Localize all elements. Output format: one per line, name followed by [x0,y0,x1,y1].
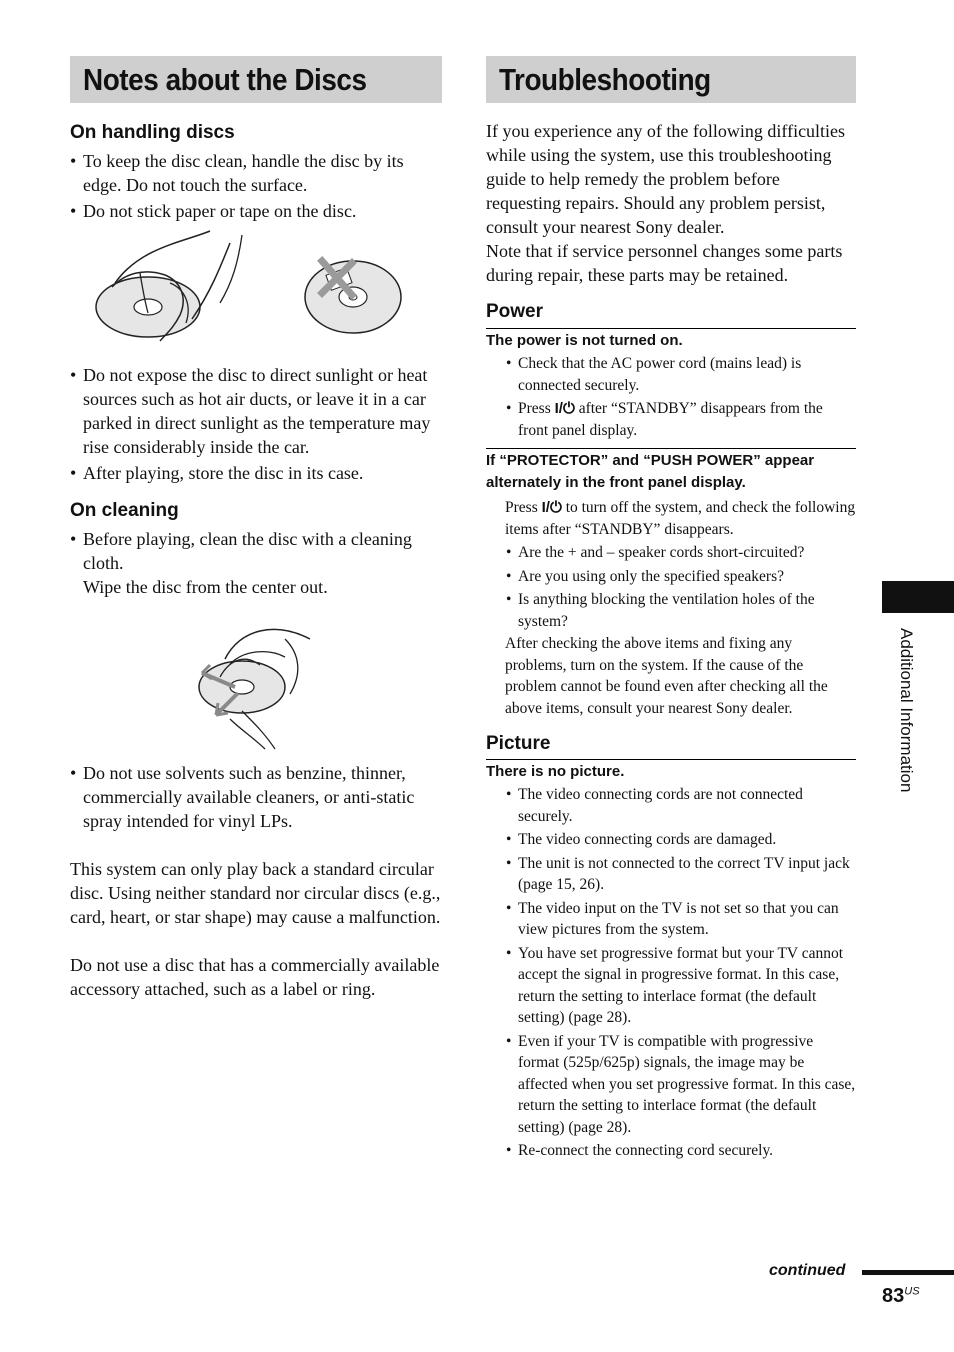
cleaning-heading: On cleaning [70,500,179,521]
cleaning-bullet [70,527,442,599]
power-icon: I/⏻ [541,499,562,516]
disc-cleaning-image [70,599,442,761]
page-number-value: 83 [882,1285,905,1307]
solution-text-post: to turn off the system, and check the following items after “STANDBY” disappears. [505,499,856,538]
paragraph: This system can only play back a standard circular disc. Using neither standard nor circular discs (e.g., card, heart, or star shape) may cause a malfunction. [70,859,441,927]
cleaning-bullet-text: Before playing, clean the disc with a cleaning cloth. [83,529,412,573]
intro-paragraph: Note that if service personnel changes some parts during repair, these parts may be retained. [486,241,843,285]
solution-bullet: • Is anything blocking the ventilation holes of the system? [486,589,856,632]
handling-heading: On handling discs [70,122,235,143]
paragraph: Do not use a disc that has a commercially available accessory attached, such as a label or ring. [70,955,440,999]
issue-title: The power is not turned on. [486,332,683,349]
handling-bullet: • After playing, store the disc in its case. [70,461,442,485]
disc-handling-illustration [70,223,442,363]
disc-cleaning-illustration [70,599,442,761]
issue-title: There is no picture. [486,763,625,780]
continued-label: continued [769,1262,846,1279]
handling-bullet: • Do not expose the disc to direct sunlight or heat sources such as hot air ducts, or leave it in a car parked in direct sunlight as the temperature may rise considerably inside the car. [70,363,442,459]
cleaning-bullet-subtext: Wipe the disc from the center out. [83,577,328,597]
page-number-suffix: US [904,1285,920,1298]
section-title: Troubleshooting [499,61,711,97]
solution-bullet: • Check that the AC power cord (mains lead) is connected securely. [486,353,856,396]
chapter-tab [882,581,954,613]
left-column [70,56,442,1001]
solution-bullet: • Are the + and – speaker cords short-circuited? [486,542,856,564]
solution-bullet: • The video connecting cords are not connected securely. [486,784,856,827]
solution-bullet: • You have set progressive format but your TV cannot accept the signal in progressive format. In this case, return the setting to interlace format (the default setting) (page 28). [486,943,856,1029]
solution-text: After checking the above items and fixing any problems, turn on the system. If the cause of the problem cannot be found even after checking all the above items, consult your nearest Sony dealer. [505,635,828,717]
intro-paragraph: If you experience any of the following difficulties while using the system, use this troubleshooting guide to help remedy the problem before requesting repairs. Should any problem persist, consult your nearest Sony dealer. [486,121,846,237]
section-title-bar [486,56,856,103]
page-number [882,1285,920,1308]
disc-handling-image [70,223,442,363]
right-column [486,56,856,1162]
chapter-label [892,628,920,858]
section-title: Notes about the Discs [83,61,367,97]
solution-text-pre: Press [505,499,538,516]
solution-bullet: • The video input on the TV is not set so that you can view pictures from the system. [486,898,856,941]
solution-text: after “STANDBY” disappears from the front panel display. [518,400,823,439]
solution-bullet: • Even if your TV is compatible with progressive format (525p/625p) signals, the image may be affected when you set progressive format. In this case, return the setting to interlace format (the default setting) (page 28). [486,1031,856,1139]
solution-bullet: • Re-connect the connecting cord securely. [486,1140,856,1162]
solution-bullet: • Are you using only the specified speakers? [486,566,856,588]
divider [486,328,856,329]
power-heading: Power [486,301,544,322]
handling-bullet: • Do not stick paper or tape on the disc. [70,199,442,223]
cleaning-bullet: • Do not use solvents such as benzine, thinner, commercially available cleaners, or anti-static spray intended for vinyl LPs. [70,761,442,833]
handling-bullet: • To keep the disc clean, handle the disc by its edge. Do not touch the surface. [70,149,442,197]
solution-text [486,497,856,540]
solution-text: Press [518,400,551,417]
picture-heading: Picture [486,733,551,754]
chapter-label-text: Additional Information [897,628,916,793]
continued-bar [862,1270,954,1275]
section-title-bar [70,56,442,103]
issue-title: If “PROTECTOR” and “PUSH POWER” appear alternately in the front panel display. [486,452,815,491]
solution-bullet [486,398,856,441]
solution-bullet: • The video connecting cords are damaged. [486,829,856,851]
divider [486,759,856,760]
divider [486,448,856,449]
solution-bullet: • The unit is not connected to the correct TV input jack (page 15, 26). [486,853,856,896]
power-icon: I/⏻ [554,400,575,417]
